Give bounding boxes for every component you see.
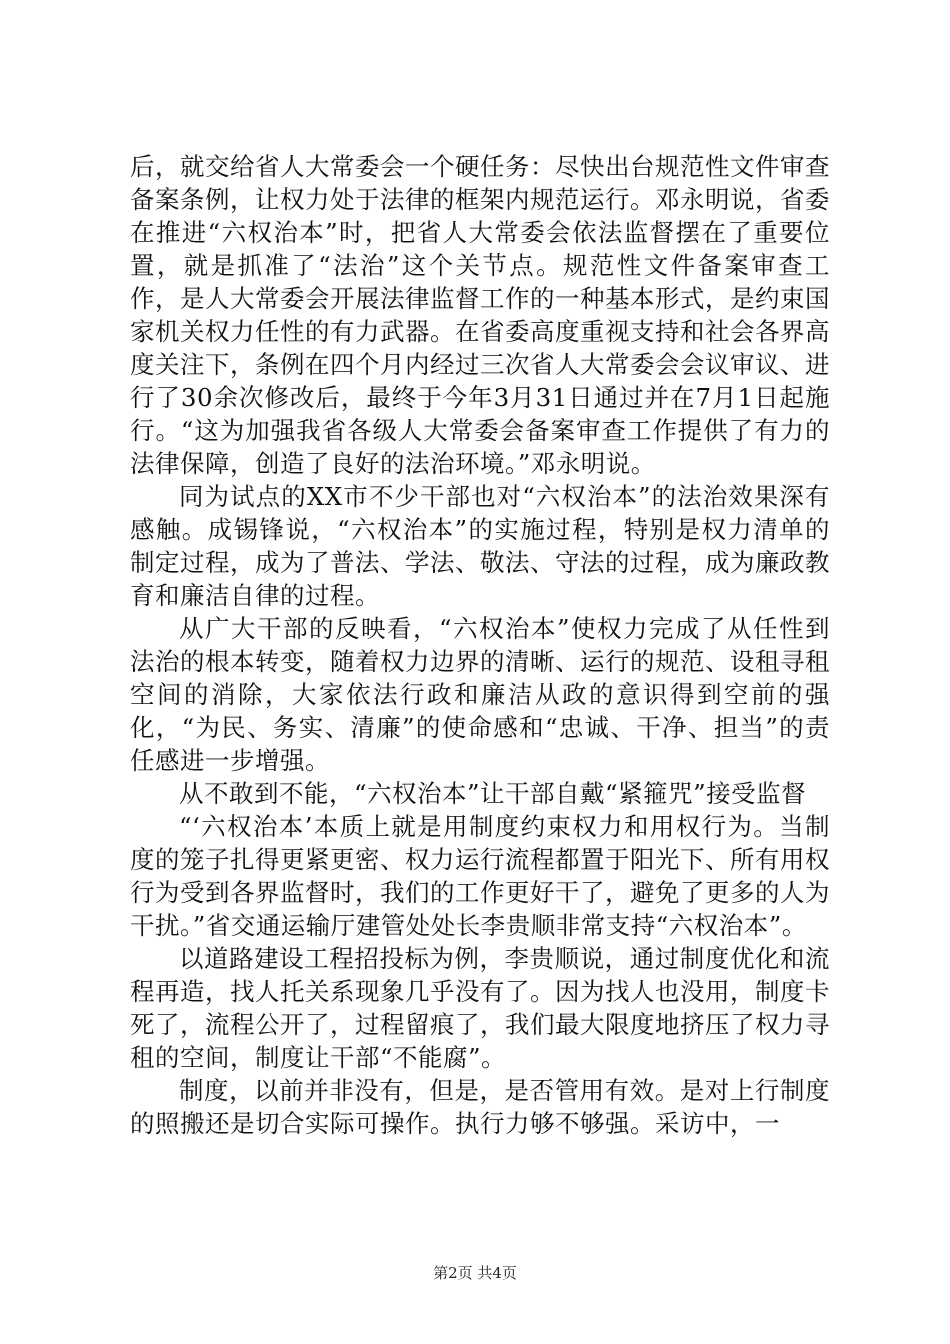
paragraph-5: “‘六权治本’本质上就是用制度约束权力和用权行为。当制度的笼子扎得更紧更密、权力运行流程都置于阳光下、所有用权行为受到各界监督时，我们的工作更好干了，避免了更多的人为干扰。”省交通运输厅建管处处长李贵顺非常支持“六权治本”。 [130, 812, 830, 940]
document-body [130, 150, 830, 1140]
paragraph-6: 以道路建设工程招投标为例，李贵顺说，通过制度优化和流程再造，找人托关系现象几乎没有了。因为找人也没用，制度卡死了，流程公开了，过程留痕了，我们最大限度地挤压了权力寻租的空间，制度让干部“不能腐”。 [130, 944, 830, 1072]
paragraph-7: 制度，以前并非没有，但是，是否管用有效。是对上行制度的照搬还是切合实际可操作。执行力够不够强。采访中，一 [130, 1076, 830, 1138]
page-number-footer: 第2页 共4页 [433, 1264, 517, 1282]
paragraph-1: 后，就交给省人大常委会一个硬任务：尽快出台规范性文件审查备案条例，让权力处于法律的框架内规范运行。邓永明说，省委在推进“六权治本”时，把省人大常委会依法监督摆在了重要位置，就是抓准了“法治”这个关节点。规范性文件备案审查工作，是人大常委会开展法律监督工作的一种基本形式，是约束国家机关权力任性的有力武器。在省委高度重视支持和社会各界高度关注下，条例在四个月内经过三次省人大常委会会议审议、进行了30余次修改后，最终于今年3月31日通过并在7月1日起施行。“这为加强我省各级人大常委会备案审查工作提供了有力的法律保障，创造了良好的法治环境。”邓永明说。 [130, 152, 830, 478]
section-heading: 从不敢到不能，“六权治本”让干部自戴“紧箍咒”接受监督 [179, 779, 807, 808]
paragraph-2: 同为试点的XX市不少干部也对“六权治本”的法治效果深有感触。成锡锋说，“六权治本”的实施过程，特别是权力清单的制定过程，成为了普法、学法、敬法、守法的过程，成为廉政教育和廉洁自律的过程。 [130, 482, 830, 610]
paragraph-3: 从广大干部的反映看，“六权治本”使权力完成了从任性到法治的根本转变，随着权力边界的清晰、运行的规范、设租寻租空间的消除，大家依法行政和廉洁从政的意识得到空前的强化，“为民、务实、清廉”的使命感和“忠诚、干净、担当”的责任感进一步增强。 [130, 614, 830, 775]
